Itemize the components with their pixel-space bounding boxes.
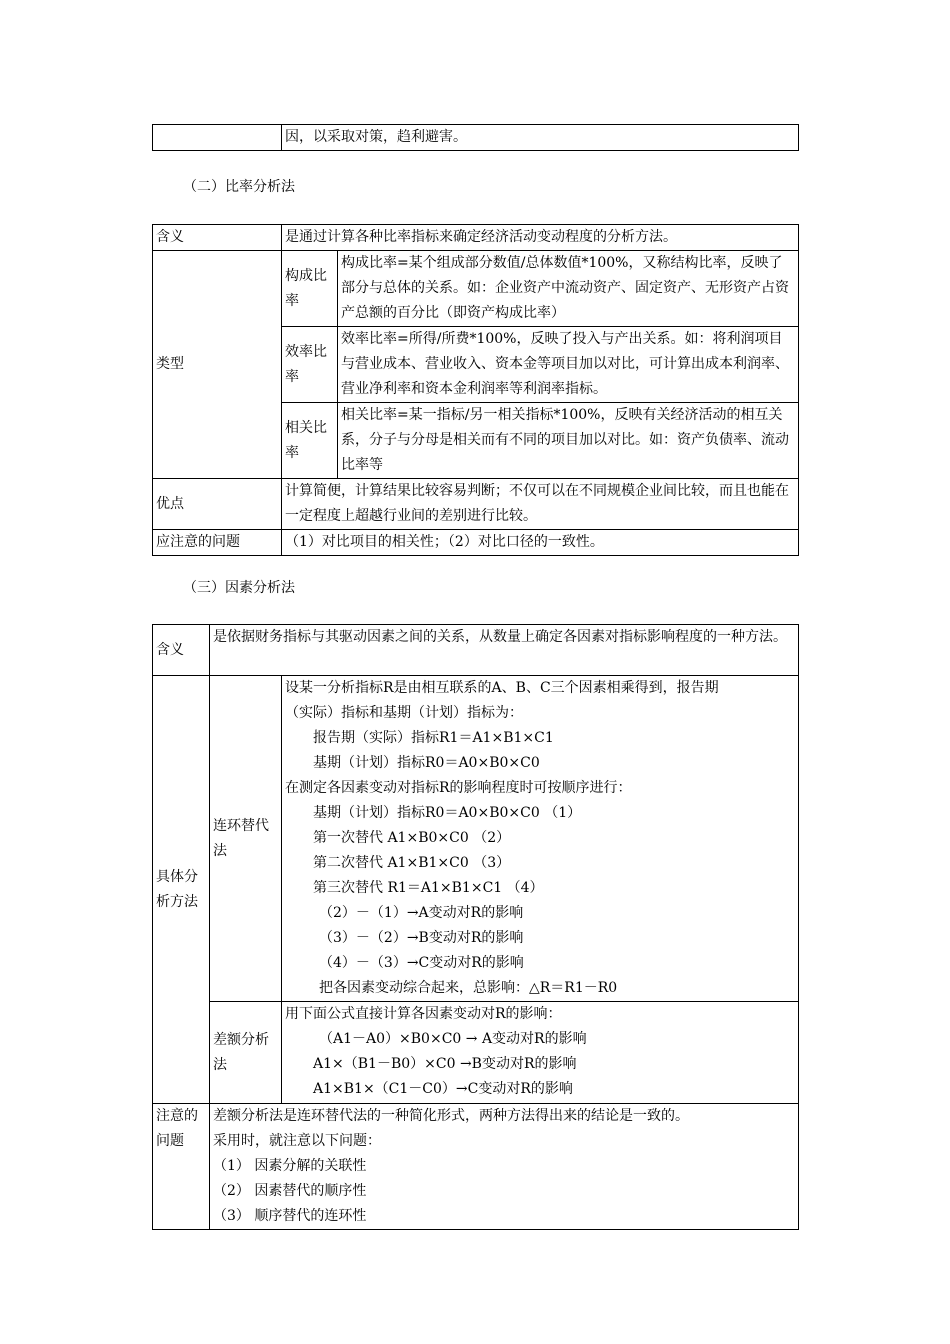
chain-line: （2）－（1）→A变动对R的影响 xyxy=(319,905,524,921)
factor-notes-content xyxy=(210,1104,799,1230)
top-table xyxy=(152,124,799,151)
ratio-notes-text: （1）对比项目的相关性；（2）对比口径的一致性。 xyxy=(282,530,799,556)
factor-notes-label: 注意的问题 xyxy=(153,1104,210,1230)
chain-line: 设某一分析指标R是由相互联系的A、B、C三个因素相乘得到，报告期 xyxy=(285,680,719,696)
ratio-notes-label: 应注意的问题 xyxy=(153,530,282,556)
notes-line: （1） 因素分解的关联性 xyxy=(213,1158,367,1174)
chain-line: 把各因素变动综合起来，总影响：△R＝R1－R0 xyxy=(319,980,618,996)
factor-method-label: 具体分析方法 xyxy=(153,676,210,1104)
diff-line: A1×（B1－B0）×C0 →B变动对R的影响 xyxy=(313,1056,577,1072)
chain-line: 第二次替代 A1×B1×C0 （3） xyxy=(313,855,511,871)
notes-line: 差额分析法是连环替代法的一种简化形式，两种方法得出来的结论是一致的。 xyxy=(213,1108,689,1124)
section2-heading: （二）比率分析法 xyxy=(183,179,295,195)
ratio-meaning-text: 是通过计算各种比率指标来确定经济活动变动程度的分析方法。 xyxy=(282,225,799,251)
diff-line: （A1－A0）×B0×C0 → A变动对R的影响 xyxy=(319,1031,587,1047)
difference-method-name: 差额分析法 xyxy=(210,1002,282,1104)
type-desc-composition: 构成比率=某个组成部分数值/总体数值*100%，又称结构比率，反映了部分与总体的关系。如：企业资产中流动资产、固定资产、无形资产占资产总额的百分比（即资产构成比率） xyxy=(338,251,799,327)
chain-line: 报告期（实际）指标R1＝A1×B1×C1 xyxy=(313,730,554,746)
factor-meaning-text: 是依据财务指标与其驱动因素之间的关系，从数量上确定各因素对指标影响程度的一种方法。 xyxy=(210,625,799,676)
notes-line: 采用时，就注意以下问题： xyxy=(213,1133,381,1149)
chain-line: 第三次替代 R1＝A1×B1×C1 （4） xyxy=(313,880,544,896)
chain-line: （实际）指标和基期（计划）指标为： xyxy=(285,705,523,721)
notes-line: （3） 顺序替代的连环性 xyxy=(213,1208,367,1224)
chain-line: 基期（计划）指标R0＝A0×B0×C0 （1） xyxy=(313,805,582,821)
ratio-advantage-text: 计算简便，计算结果比较容易判断；不仅可以在不同规模企业间比较，而且也能在一定程度上超越行业间的差别进行比较。 xyxy=(282,479,799,530)
ratio-advantage-label: 优点 xyxy=(153,479,282,530)
chain-line: 基期（计划）指标R0＝A0×B0×C0 xyxy=(313,755,540,771)
section3-heading: （三）因素分析法 xyxy=(183,580,295,596)
type-name-related: 相关比率 xyxy=(282,403,338,479)
difference-method-content xyxy=(282,1002,799,1104)
notes-line: （2） 因素替代的顺序性 xyxy=(213,1183,367,1199)
chain-line: 第一次替代 A1×B0×C0 （2） xyxy=(313,830,511,846)
top-table-text: 因，以采取对策，趋利避害。 xyxy=(282,125,799,151)
chain-line: 在测定各因素变动对指标R的影响程度时可按顺序进行： xyxy=(285,780,632,796)
chain-substitution-content xyxy=(282,676,799,1002)
factor-analysis-table xyxy=(152,624,799,1230)
factor-meaning-label: 含义 xyxy=(153,625,210,676)
diff-line: A1×B1×（C1－C0）→C变动对R的影响 xyxy=(313,1081,573,1097)
type-desc-related: 相关比率=某一指标/另一相关指标*100%，反映有关经济活动的相互关系，分子与分母是相关而有不同的项目加以对比。如：资产负债率、流动比率等 xyxy=(338,403,799,479)
chain-substitution-name: 连环替代法 xyxy=(210,676,282,1002)
type-desc-efficiency: 效率比率=所得/所费*100%，反映了投入与产出关系。如：将利润项目与营业成本、营业收入、资本金等项目加以对比，可计算出成本利润率、营业净利率和资本金利润率等利润率指标。 xyxy=(338,327,799,403)
diff-line: 用下面公式直接计算各因素变动对R的影响： xyxy=(285,1006,562,1022)
top-table-empty-cell xyxy=(153,125,282,151)
ratio-type-label: 类型 xyxy=(153,251,282,479)
ratio-analysis-table xyxy=(152,224,799,556)
type-name-composition: 构成比率 xyxy=(282,251,338,327)
chain-line: （4）－（3）→C变动对R的影响 xyxy=(319,955,524,971)
type-name-efficiency: 效率比率 xyxy=(282,327,338,403)
chain-line: （3）－（2）→B变动对R的影响 xyxy=(319,930,524,946)
ratio-meaning-label: 含义 xyxy=(153,225,282,251)
